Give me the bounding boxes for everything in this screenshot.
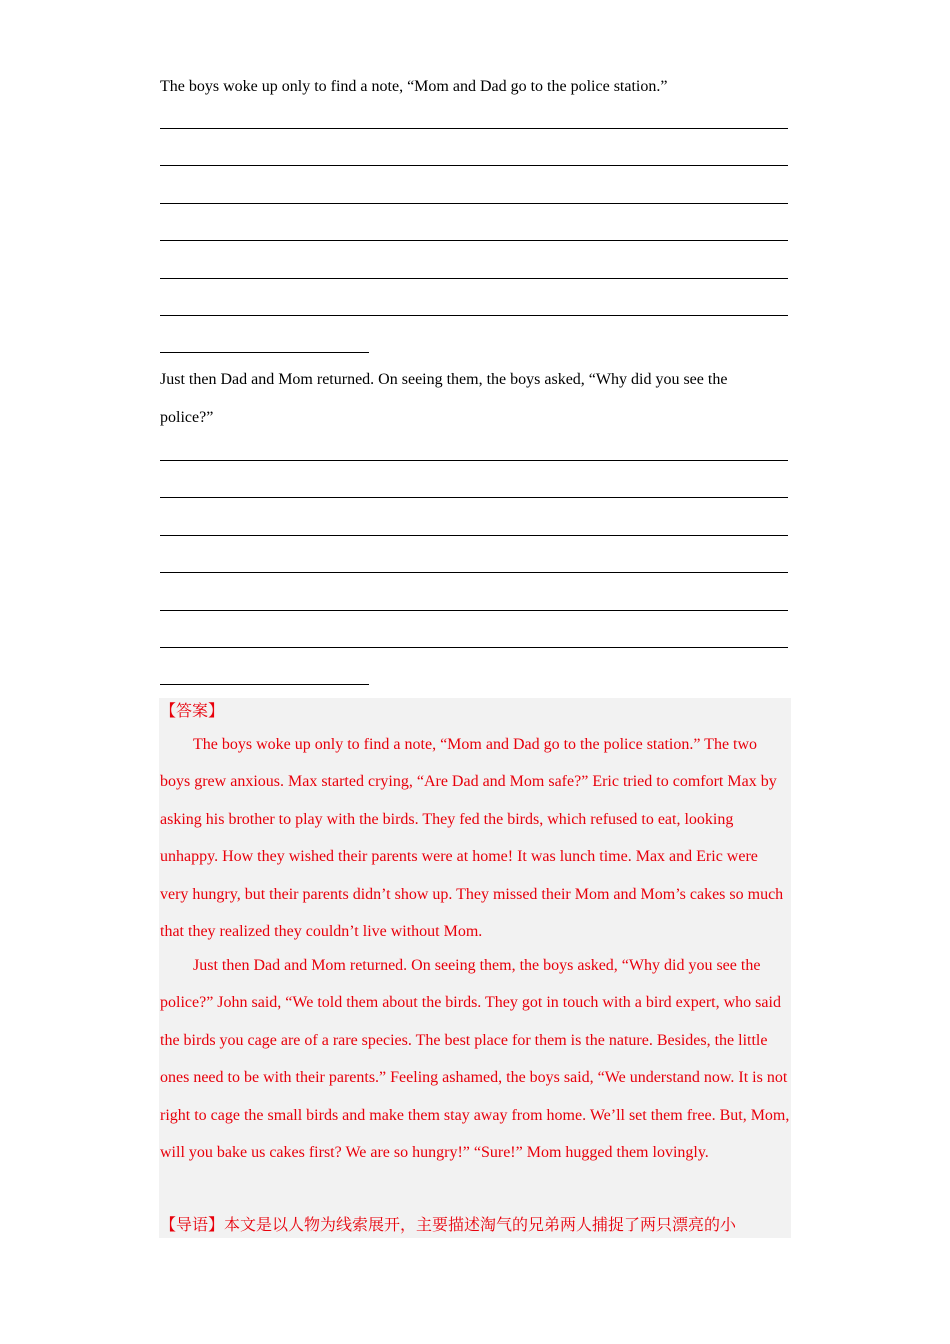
- answer-line[interactable]: [160, 240, 788, 241]
- answer-line[interactable]: [160, 278, 788, 279]
- answer-line[interactable]: [160, 203, 788, 204]
- answer-line[interactable]: [160, 352, 369, 353]
- guide-text: 本文是以人物为线索展开，主要描述淘气的兄弟两人捕捉了两只漂亮的小: [224, 1217, 737, 1234]
- answer-line[interactable]: [160, 572, 788, 573]
- writing-prompt-1: The boys woke up only to find a note, “Mom and Dad go to the police station.”: [160, 78, 668, 95]
- guide-label: [160, 1213, 736, 1239]
- answer-label: 【答案】: [160, 703, 225, 720]
- answer-line[interactable]: [160, 128, 788, 129]
- answer-line[interactable]: [160, 497, 788, 498]
- guide-label-text: 【导语】: [160, 1217, 225, 1234]
- answer-paragraph-2: Just then Dad and Mom returned. On seeing them, the boys asked, “Why did you see the police?” John said, “We told them about the birds. They got in touch with a bird expert, who said the birds you cage are of a rare species. The best place for them is the nature. Besides, the little ones need to be with their parents.” Feeling ashamed, the boys said, “We understand now. It is not right to cage the small birds and make them stay away from home. We’ll set them free. But, Mom, will you bake us cakes first? We are so hungry!” “Sure!” Mom hugged them lovingly.: [160, 957, 790, 1162]
- answer-line[interactable]: [160, 610, 788, 611]
- answer-line[interactable]: [160, 535, 788, 536]
- answer-line[interactable]: [160, 165, 788, 166]
- writing-prompt-2: Just then Dad and Mom returned. On seeing them, the boys asked, “Why did you see the police?”: [160, 371, 728, 426]
- answer-line[interactable]: [160, 647, 788, 648]
- answer-line[interactable]: [160, 315, 788, 316]
- answer-paragraph-1: The boys woke up only to find a note, “Mom and Dad go to the police station.” The two boys grew anxious. Max started crying, “Are Dad and Mom safe?” Eric tried to comfort Max by asking his brother to play with the birds. They fed the birds, which refused to eat, looking unhappy. How they wished their parents were at home! It was lunch time. Max and Eric were very hungry, but their parents didn’t show up. They missed their Mom and Mom’s cakes so much that they realized they couldn’t live without Mom.: [160, 736, 784, 941]
- answer-line[interactable]: [160, 460, 788, 461]
- answer-line[interactable]: [160, 684, 369, 685]
